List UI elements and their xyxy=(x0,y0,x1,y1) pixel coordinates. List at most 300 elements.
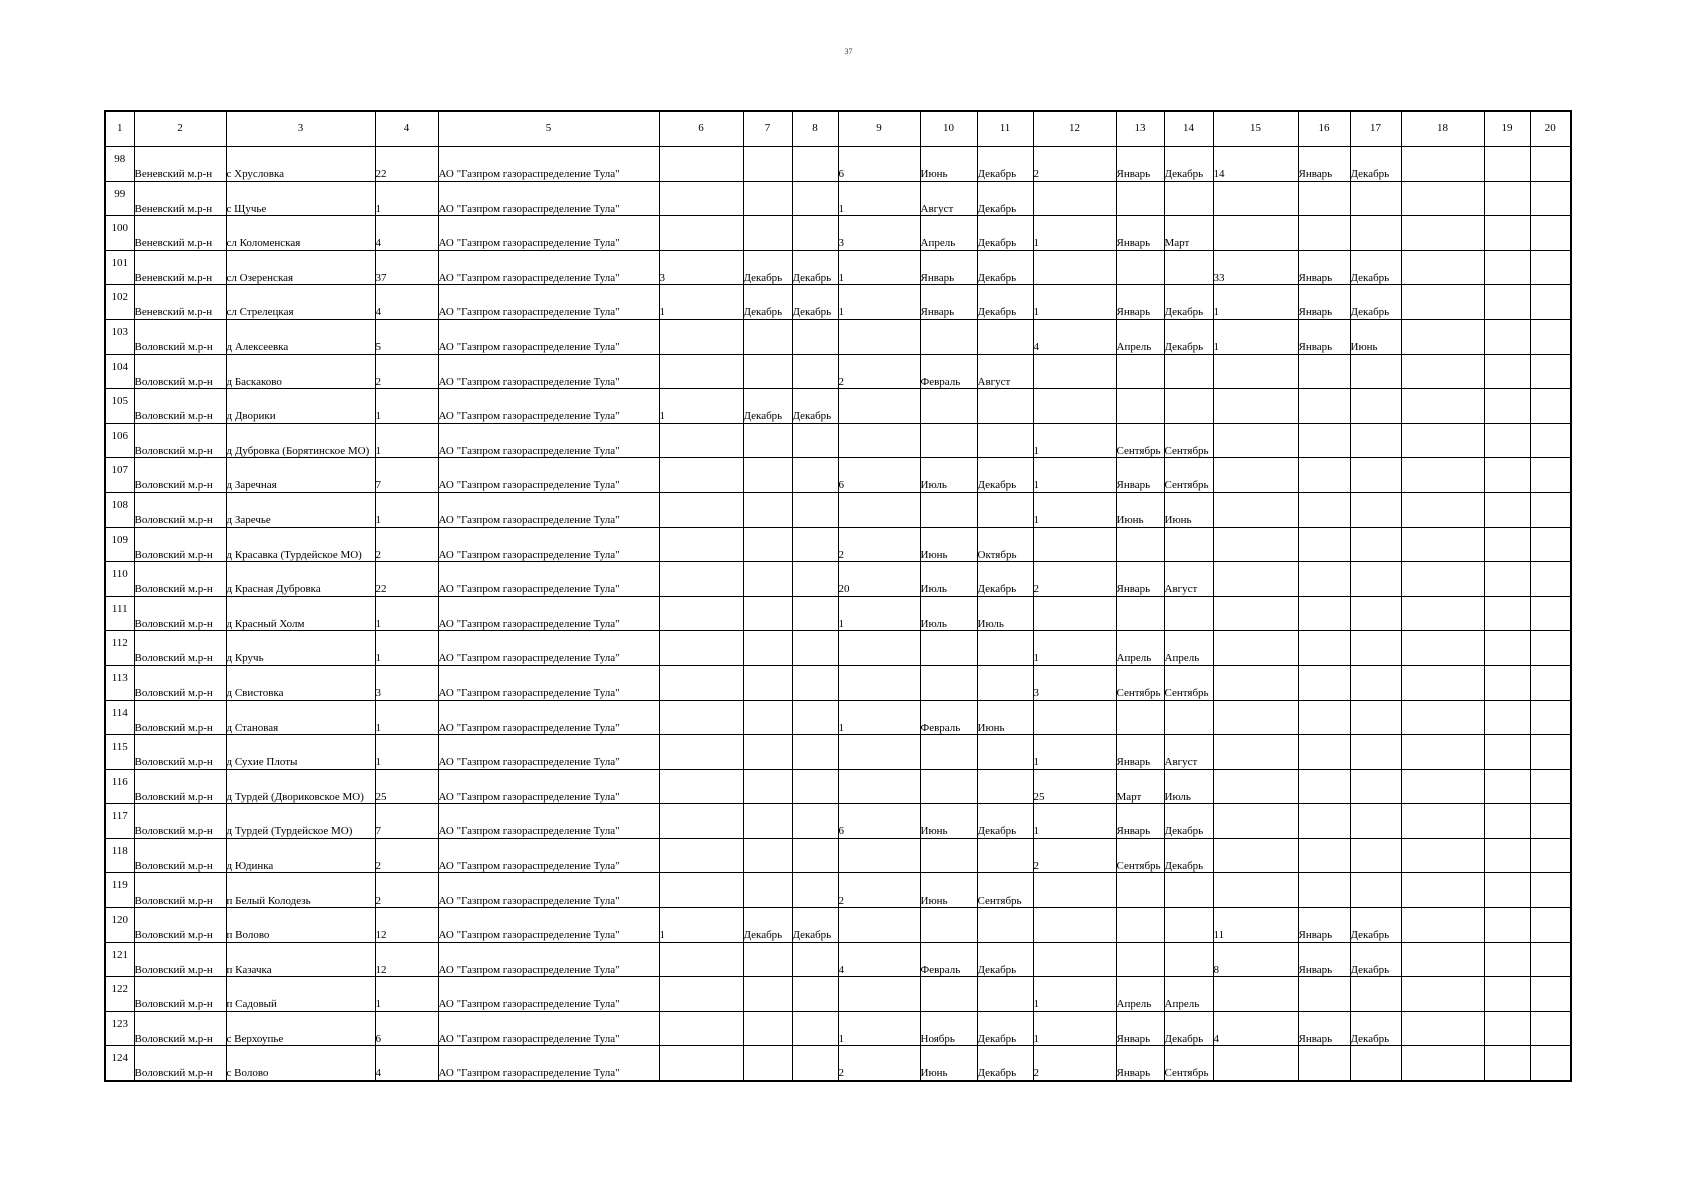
column-header-12: 12 xyxy=(1033,111,1116,147)
table-row xyxy=(105,631,1571,666)
table-cell: 14 xyxy=(1213,147,1298,182)
table-cell xyxy=(1116,700,1164,735)
table-cell: Воловский м.р-н xyxy=(134,735,226,770)
table-cell: Апрель xyxy=(1164,977,1213,1012)
table-cell xyxy=(1213,458,1298,493)
table-cell xyxy=(1033,596,1116,631)
table-row xyxy=(105,354,1571,389)
table-cell: 2 xyxy=(1033,1046,1116,1081)
table-cell xyxy=(920,977,977,1012)
table-cell xyxy=(977,665,1033,700)
column-header-17: 17 xyxy=(1350,111,1401,147)
table-cell xyxy=(838,735,920,770)
table-cell xyxy=(1033,700,1116,735)
row-number-cell: 99 xyxy=(105,181,134,216)
table-cell: Январь xyxy=(1298,250,1350,285)
table-cell xyxy=(1484,181,1530,216)
table-cell xyxy=(659,942,743,977)
table-cell: Январь xyxy=(1298,908,1350,943)
table-cell xyxy=(792,665,838,700)
table-cell xyxy=(659,1011,743,1046)
table-cell: Декабрь xyxy=(1350,942,1401,977)
table-cell: Декабрь xyxy=(1350,908,1401,943)
table-cell xyxy=(1401,527,1484,562)
table-cell xyxy=(659,838,743,873)
row-number-cell: 110 xyxy=(105,562,134,597)
table-row xyxy=(105,423,1571,458)
table-cell xyxy=(1530,596,1571,631)
table-cell xyxy=(838,492,920,527)
table-cell: Воловский м.р-н xyxy=(134,908,226,943)
table-cell xyxy=(1164,250,1213,285)
table-cell: Веневский м.р-н xyxy=(134,181,226,216)
table-cell: Веневский м.р-н xyxy=(134,147,226,182)
table-cell xyxy=(1164,389,1213,424)
table-cell: Апрель xyxy=(1164,631,1213,666)
table-cell xyxy=(1401,319,1484,354)
table-cell xyxy=(1350,458,1401,493)
table-cell: 2 xyxy=(375,354,438,389)
table-cell: 3 xyxy=(375,665,438,700)
table-cell xyxy=(1401,873,1484,908)
table-cell xyxy=(659,977,743,1012)
table-cell: Воловский м.р-н xyxy=(134,596,226,631)
column-header-9: 9 xyxy=(838,111,920,147)
table-cell: Декабрь xyxy=(792,285,838,320)
table-cell xyxy=(659,735,743,770)
table-cell: Декабрь xyxy=(977,1046,1033,1081)
table-cell xyxy=(1033,873,1116,908)
column-header-1: 1 xyxy=(105,111,134,147)
table-cell: д Сухие Плоты xyxy=(226,735,375,770)
table-cell: п Казачка xyxy=(226,942,375,977)
table-row xyxy=(105,458,1571,493)
table-cell xyxy=(1484,216,1530,251)
table-cell xyxy=(1530,977,1571,1012)
table-cell: Декабрь xyxy=(1164,319,1213,354)
table-cell xyxy=(659,769,743,804)
table-cell xyxy=(1213,596,1298,631)
row-number-cell: 123 xyxy=(105,1011,134,1046)
table-cell: Воловский м.р-н xyxy=(134,423,226,458)
table-cell xyxy=(659,423,743,458)
table-cell: 8 xyxy=(1213,942,1298,977)
table-cell xyxy=(792,873,838,908)
table-cell xyxy=(1484,631,1530,666)
table-cell xyxy=(1530,423,1571,458)
table-cell: Январь xyxy=(1298,147,1350,182)
table-cell xyxy=(1401,596,1484,631)
table-cell xyxy=(1530,216,1571,251)
table-cell xyxy=(1530,147,1571,182)
table-cell: Февраль xyxy=(920,942,977,977)
table-cell: Сентябрь xyxy=(1116,423,1164,458)
table-cell xyxy=(743,665,792,700)
table-cell xyxy=(1484,942,1530,977)
column-header-20: 20 xyxy=(1530,111,1571,147)
table-cell xyxy=(1484,769,1530,804)
table-cell xyxy=(1484,908,1530,943)
column-header-18: 18 xyxy=(1401,111,1484,147)
table-cell: Август xyxy=(920,181,977,216)
table-cell: Декабрь xyxy=(743,285,792,320)
table-cell: АО "Газпром газораспределение Тула" xyxy=(438,665,659,700)
row-number-cell: 98 xyxy=(105,147,134,182)
table-cell xyxy=(920,735,977,770)
table-cell xyxy=(920,492,977,527)
table-cell: д Кручь xyxy=(226,631,375,666)
table-cell: АО "Газпром газораспределение Тула" xyxy=(438,354,659,389)
column-header-14: 14 xyxy=(1164,111,1213,147)
table-row xyxy=(105,389,1571,424)
table-cell: 3 xyxy=(838,216,920,251)
table-cell: 1 xyxy=(375,389,438,424)
table-cell: Август xyxy=(1164,562,1213,597)
table-cell: Веневский м.р-н xyxy=(134,216,226,251)
table-row xyxy=(105,1011,1571,1046)
table-cell: Декабрь xyxy=(977,942,1033,977)
table-cell: Воловский м.р-н xyxy=(134,665,226,700)
table-cell xyxy=(1530,389,1571,424)
table-cell: Апрель xyxy=(1116,977,1164,1012)
row-number-cell: 113 xyxy=(105,665,134,700)
table-cell: 1 xyxy=(1033,977,1116,1012)
table-cell xyxy=(743,735,792,770)
table-cell xyxy=(1213,216,1298,251)
table-cell xyxy=(792,1011,838,1046)
column-header-16: 16 xyxy=(1298,111,1350,147)
table-cell: д Заречная xyxy=(226,458,375,493)
table-cell xyxy=(1401,250,1484,285)
table-cell: Воловский м.р-н xyxy=(134,354,226,389)
table-cell xyxy=(1116,181,1164,216)
table-cell: Июль xyxy=(977,596,1033,631)
table-cell xyxy=(1530,1011,1571,1046)
table-cell xyxy=(1213,389,1298,424)
table-cell xyxy=(743,1046,792,1081)
table-cell xyxy=(659,354,743,389)
table-cell xyxy=(1484,700,1530,735)
table-cell xyxy=(977,769,1033,804)
table-cell: 2 xyxy=(838,873,920,908)
table-cell: Декабрь xyxy=(977,250,1033,285)
table-cell xyxy=(1213,1046,1298,1081)
table-cell xyxy=(1530,181,1571,216)
table-cell xyxy=(659,665,743,700)
table-cell: 22 xyxy=(375,562,438,597)
table-cell: 1 xyxy=(1033,1011,1116,1046)
table-row xyxy=(105,700,1571,735)
table-row xyxy=(105,596,1571,631)
table-cell: 1 xyxy=(1033,735,1116,770)
table-cell xyxy=(792,1046,838,1081)
table-cell: 7 xyxy=(375,458,438,493)
table-cell xyxy=(1530,769,1571,804)
table-cell: 2 xyxy=(375,838,438,873)
row-number-cell: 108 xyxy=(105,492,134,527)
table-cell: АО "Газпром газораспределение Тула" xyxy=(438,838,659,873)
column-header-8: 8 xyxy=(792,111,838,147)
table-cell xyxy=(1164,700,1213,735)
table-cell xyxy=(659,319,743,354)
table-cell xyxy=(1116,389,1164,424)
table-row xyxy=(105,216,1571,251)
table-cell xyxy=(920,319,977,354)
table-cell xyxy=(659,804,743,839)
table-cell: Декабрь xyxy=(1350,250,1401,285)
table-cell xyxy=(1298,527,1350,562)
table-cell: Воловский м.р-н xyxy=(134,458,226,493)
table-cell: АО "Газпром газораспределение Тула" xyxy=(438,285,659,320)
table-cell: Воловский м.р-н xyxy=(134,562,226,597)
table-cell xyxy=(920,908,977,943)
table-cell: Июнь xyxy=(920,873,977,908)
table-cell: 1 xyxy=(659,389,743,424)
table-cell xyxy=(1401,458,1484,493)
table-cell: 6 xyxy=(838,147,920,182)
table-cell: 1 xyxy=(1033,423,1116,458)
table-row xyxy=(105,285,1571,320)
table-cell xyxy=(1350,631,1401,666)
table-cell xyxy=(1350,354,1401,389)
table-cell xyxy=(1350,804,1401,839)
table-cell: АО "Газпром газораспределение Тула" xyxy=(438,700,659,735)
table-cell xyxy=(743,700,792,735)
table-cell: Веневский м.р-н xyxy=(134,285,226,320)
table-cell xyxy=(1164,527,1213,562)
table-cell xyxy=(1350,665,1401,700)
table-cell xyxy=(1213,354,1298,389)
table-cell: АО "Газпром газораспределение Тула" xyxy=(438,942,659,977)
table-cell: с Верхоупье xyxy=(226,1011,375,1046)
table-cell: 1 xyxy=(838,250,920,285)
table-cell xyxy=(743,458,792,493)
table-cell xyxy=(1350,527,1401,562)
table-cell: 5 xyxy=(375,319,438,354)
table-cell xyxy=(659,1046,743,1081)
table-cell xyxy=(743,942,792,977)
table-cell xyxy=(1298,389,1350,424)
table-cell xyxy=(838,908,920,943)
table-cell: д Юдинка xyxy=(226,838,375,873)
column-header-15: 15 xyxy=(1213,111,1298,147)
table-cell xyxy=(838,423,920,458)
table-cell xyxy=(1484,562,1530,597)
table-cell xyxy=(1484,389,1530,424)
table-cell: 1 xyxy=(1033,631,1116,666)
table-cell: Сентябрь xyxy=(1116,665,1164,700)
table-cell xyxy=(1298,735,1350,770)
table-cell: д Турдей (Турдейское МО) xyxy=(226,804,375,839)
table-cell: 3 xyxy=(1033,665,1116,700)
table-cell xyxy=(1033,942,1116,977)
table-cell: Воловский м.р-н xyxy=(134,769,226,804)
table-cell xyxy=(838,977,920,1012)
table-cell: Февраль xyxy=(920,354,977,389)
table-cell: АО "Газпром газораспределение Тула" xyxy=(438,319,659,354)
table-cell xyxy=(1530,492,1571,527)
column-header-6: 6 xyxy=(659,111,743,147)
table-row xyxy=(105,735,1571,770)
table-cell: Декабрь xyxy=(1164,285,1213,320)
table-cell: 4 xyxy=(838,942,920,977)
table-row xyxy=(105,527,1571,562)
table-cell xyxy=(1213,700,1298,735)
table-cell xyxy=(1484,735,1530,770)
table-cell: Ноябрь xyxy=(920,1011,977,1046)
column-header-11: 11 xyxy=(977,111,1033,147)
table-cell xyxy=(1484,319,1530,354)
table-cell xyxy=(1213,977,1298,1012)
table-cell xyxy=(1484,423,1530,458)
table-cell xyxy=(1401,631,1484,666)
table-cell xyxy=(838,838,920,873)
table-cell xyxy=(1164,181,1213,216)
table-cell xyxy=(1116,596,1164,631)
table-cell xyxy=(1298,492,1350,527)
table-cell xyxy=(1401,804,1484,839)
table-cell: Январь xyxy=(920,285,977,320)
table-cell: с Хрусловка xyxy=(226,147,375,182)
table-cell: 33 xyxy=(1213,250,1298,285)
table-cell xyxy=(659,492,743,527)
table-cell: Декабрь xyxy=(792,250,838,285)
table-cell: 2 xyxy=(1033,147,1116,182)
table-cell xyxy=(792,942,838,977)
table-cell xyxy=(743,181,792,216)
table-cell xyxy=(1484,838,1530,873)
table-cell xyxy=(1530,942,1571,977)
table-cell xyxy=(1530,804,1571,839)
table-cell: АО "Газпром газораспределение Тула" xyxy=(438,977,659,1012)
table-cell: д Баскаково xyxy=(226,354,375,389)
table-cell: АО "Газпром газораспределение Тула" xyxy=(438,492,659,527)
table-cell xyxy=(1213,735,1298,770)
table-cell: д Турдей (Двориковское МО) xyxy=(226,769,375,804)
table-cell: 2 xyxy=(375,527,438,562)
table-cell: АО "Газпром газораспределение Тула" xyxy=(438,804,659,839)
table-row xyxy=(105,147,1571,182)
table-cell: 12 xyxy=(375,908,438,943)
table-cell: д Красавка (Турдейское МО) xyxy=(226,527,375,562)
row-number-cell: 105 xyxy=(105,389,134,424)
table-row xyxy=(105,908,1571,943)
table-cell xyxy=(1298,665,1350,700)
table-cell xyxy=(1350,769,1401,804)
table-cell: АО "Газпром газораспределение Тула" xyxy=(438,181,659,216)
column-header-2: 2 xyxy=(134,111,226,147)
table-cell xyxy=(838,389,920,424)
table-cell: Январь xyxy=(1116,735,1164,770)
table-cell: 2 xyxy=(838,354,920,389)
row-number-cell: 107 xyxy=(105,458,134,493)
table-cell xyxy=(792,527,838,562)
table-cell xyxy=(1213,769,1298,804)
table-cell xyxy=(792,354,838,389)
table-cell: Воловский м.р-н xyxy=(134,838,226,873)
table-cell xyxy=(1164,596,1213,631)
table-cell: 2 xyxy=(838,1046,920,1081)
table-cell: Декабрь xyxy=(1350,285,1401,320)
column-header-3: 3 xyxy=(226,111,375,147)
table-cell: Апрель xyxy=(1116,631,1164,666)
table-cell xyxy=(920,389,977,424)
table-cell xyxy=(792,216,838,251)
table-cell xyxy=(1484,804,1530,839)
table-cell: Воловский м.р-н xyxy=(134,389,226,424)
table-cell: 1 xyxy=(1033,492,1116,527)
table-cell xyxy=(792,804,838,839)
table-cell xyxy=(1350,389,1401,424)
row-number-cell: 117 xyxy=(105,804,134,839)
row-number-cell: 122 xyxy=(105,977,134,1012)
table-cell xyxy=(659,181,743,216)
table-cell xyxy=(1530,354,1571,389)
table-cell xyxy=(977,977,1033,1012)
table-cell xyxy=(743,319,792,354)
page-number: 37 xyxy=(844,47,853,56)
table-cell xyxy=(1484,1046,1530,1081)
table-cell xyxy=(659,873,743,908)
table-cell: Воловский м.р-н xyxy=(134,1011,226,1046)
table-cell xyxy=(1401,216,1484,251)
table-cell xyxy=(920,769,977,804)
table-row xyxy=(105,977,1571,1012)
table-cell: Январь xyxy=(1298,285,1350,320)
table-cell xyxy=(1213,631,1298,666)
table-cell xyxy=(792,769,838,804)
table-cell: Воловский м.р-н xyxy=(134,492,226,527)
table-cell xyxy=(1401,1046,1484,1081)
table-cell xyxy=(1350,216,1401,251)
table-cell xyxy=(920,838,977,873)
table-cell: АО "Газпром газораспределение Тула" xyxy=(438,423,659,458)
table-cell xyxy=(1530,700,1571,735)
table-cell xyxy=(1401,181,1484,216)
table-cell xyxy=(1530,735,1571,770)
table-cell xyxy=(1213,492,1298,527)
table-cell xyxy=(1164,354,1213,389)
table-cell: д Алексеевка xyxy=(226,319,375,354)
table-cell: 1 xyxy=(838,285,920,320)
table-cell xyxy=(1484,458,1530,493)
table-cell xyxy=(1484,147,1530,182)
table-cell xyxy=(743,527,792,562)
table-cell: 6 xyxy=(838,804,920,839)
column-header-5: 5 xyxy=(438,111,659,147)
row-number-cell: 115 xyxy=(105,735,134,770)
row-number-cell: 121 xyxy=(105,942,134,977)
table-cell: Воловский м.р-н xyxy=(134,527,226,562)
table-cell xyxy=(1401,562,1484,597)
table-row xyxy=(105,1046,1571,1081)
table-cell: Декабрь xyxy=(1164,804,1213,839)
table-cell xyxy=(1213,527,1298,562)
table-cell xyxy=(1401,1011,1484,1046)
table-cell: 1 xyxy=(375,492,438,527)
table-cell xyxy=(1401,665,1484,700)
table-cell: Апрель xyxy=(1116,319,1164,354)
table-cell: сл Озеренская xyxy=(226,250,375,285)
table-cell: 4 xyxy=(1213,1011,1298,1046)
table-cell: с Щучье xyxy=(226,181,375,216)
table-cell: 6 xyxy=(838,458,920,493)
table-cell xyxy=(792,700,838,735)
table-cell: Июль xyxy=(1164,769,1213,804)
table-cell xyxy=(1530,665,1571,700)
table-cell: Июнь xyxy=(977,700,1033,735)
table-cell: АО "Газпром газораспределение Тула" xyxy=(438,458,659,493)
